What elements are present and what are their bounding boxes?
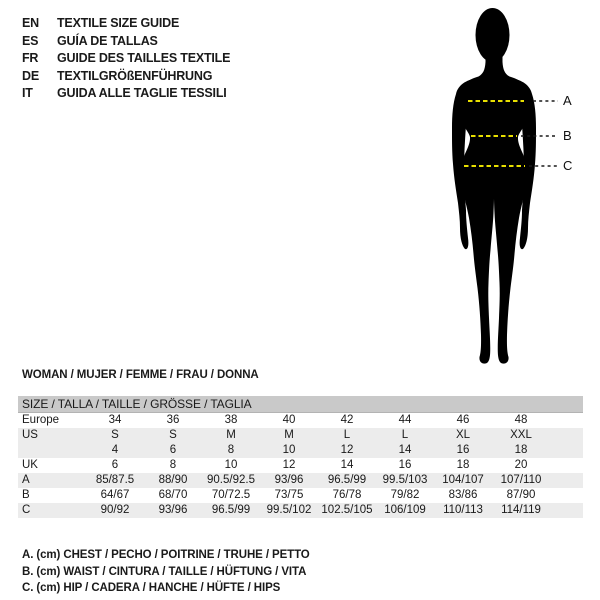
row-label: UK (22, 459, 38, 471)
size-cell: XXL (510, 429, 532, 441)
size-cell: 85/87.5 (95, 474, 135, 486)
size-cell: 8 (169, 459, 177, 471)
language-code: IT (22, 86, 33, 100)
size-cell: 96.5/99 (211, 504, 251, 516)
language-row (22, 50, 230, 68)
table-row (18, 428, 583, 443)
table-row (18, 413, 583, 428)
size-cell: 107/110 (500, 474, 542, 486)
size-cell: 16 (398, 459, 412, 471)
size-cell: 114/119 (501, 504, 541, 516)
size-cell: 104/107 (442, 474, 484, 486)
language-label: GUÍA DE TALLAS (57, 33, 158, 48)
table-row (18, 473, 583, 488)
section-title: WOMAN / MUJER / FEMME / FRAU / DONNA (22, 369, 259, 381)
table-row (18, 458, 583, 473)
table-row (18, 488, 583, 503)
marker-label-A: A (563, 93, 572, 108)
size-cell: 44 (398, 414, 412, 426)
legend-line: B. (cm) WAIST / CINTURA / TAILLE / HÜFTUNG / VITA (22, 565, 307, 578)
size-cell: 83/86 (448, 489, 478, 501)
size-cell: 79/82 (390, 489, 420, 501)
table-row (18, 443, 583, 458)
size-cell: 48 (514, 414, 528, 426)
size-cell: 42 (340, 414, 354, 426)
marker-label-B: B (563, 128, 572, 143)
size-cell: 73/75 (274, 489, 304, 501)
size-cell: XL (455, 429, 471, 441)
size-table-header: SIZE / TALLA / TAILLE / GRÖSSE / TAGLIA (18, 396, 583, 413)
language-code: EN (22, 16, 39, 30)
size-cell: M (284, 429, 294, 441)
language-row (22, 15, 230, 33)
language-label: GUIDA ALLE TAGLIE TESSILI (57, 86, 227, 100)
size-cell: S (111, 429, 119, 441)
size-cell: 90/92 (100, 504, 130, 516)
size-cell: 106/109 (384, 504, 426, 516)
size-cell: 90.5/92.5 (207, 474, 255, 486)
size-cell: 102.5/105 (321, 504, 373, 516)
size-cell: 87/90 (506, 489, 536, 501)
figure-area (430, 0, 600, 380)
size-cell: L (401, 429, 409, 441)
size-cell: 6 (169, 444, 177, 456)
size-cell: 88/90 (158, 474, 188, 486)
size-cell: 110/113 (443, 504, 483, 516)
language-code: FR (22, 51, 39, 65)
size-cell: 99.5/103 (382, 474, 428, 486)
language-row (22, 33, 230, 51)
size-cell: M (226, 429, 236, 441)
table-row (18, 503, 583, 518)
marker-label-C: C (563, 158, 573, 173)
row-label: A (22, 474, 30, 486)
size-cell: 36 (166, 414, 180, 426)
size-cell: 68/70 (158, 489, 188, 501)
measurement-legend (22, 547, 310, 597)
size-cell: 96.5/99 (327, 474, 367, 486)
language-code: DE (22, 68, 39, 83)
size-cell: 93/96 (158, 504, 188, 516)
language-label: TEXTILGRÖßENFÜHRUNG (57, 68, 213, 83)
size-cell: 38 (224, 414, 238, 426)
size-cell: 6 (111, 459, 119, 471)
size-table-body (18, 413, 583, 518)
language-row (22, 68, 230, 86)
size-cell: 16 (456, 444, 470, 456)
size-cell: 46 (456, 414, 470, 426)
size-cell: S (169, 429, 177, 441)
row-label: B (22, 489, 30, 501)
row-label (18, 443, 86, 458)
size-cell: 14 (398, 444, 412, 456)
size-cell: 70/72.5 (211, 489, 251, 501)
language-code: ES (22, 33, 39, 48)
size-cell: 40 (282, 414, 296, 426)
size-cell: 99.5/102 (266, 504, 312, 516)
language-label: GUIDE DES TAILLES TEXTILE (57, 51, 231, 65)
size-cell: 10 (282, 444, 296, 456)
legend-line: C. (cm) HIP / CADERA / HANCHE / HÜFTE / HIPS (22, 582, 281, 594)
size-cell: 18 (456, 459, 470, 471)
row-label: C (22, 504, 31, 516)
size-cell: 12 (282, 459, 296, 471)
legend-line: A. (cm) CHEST / PECHO / POITRINE / TRUHE / PETTO (22, 549, 310, 561)
size-cell: 18 (514, 444, 528, 456)
woman-silhouette (430, 0, 600, 380)
size-cell: 76/78 (332, 489, 362, 501)
size-table (18, 396, 583, 518)
size-cell: L (343, 429, 351, 441)
size-cell: 34 (108, 414, 122, 426)
language-row (22, 85, 230, 103)
row-label: Europe (22, 414, 60, 426)
size-cell: 12 (340, 444, 354, 456)
language-label: TEXTILE SIZE GUIDE (57, 16, 180, 30)
size-cell: 64/67 (100, 489, 130, 501)
size-cell: 93/96 (274, 474, 304, 486)
row-label: US (22, 429, 38, 441)
size-cell: 8 (227, 444, 235, 456)
size-cell: 4 (111, 444, 119, 456)
size-cell: 20 (514, 459, 528, 471)
size-cell: 14 (340, 459, 354, 471)
size-cell: 10 (224, 459, 238, 471)
language-list (22, 15, 230, 103)
